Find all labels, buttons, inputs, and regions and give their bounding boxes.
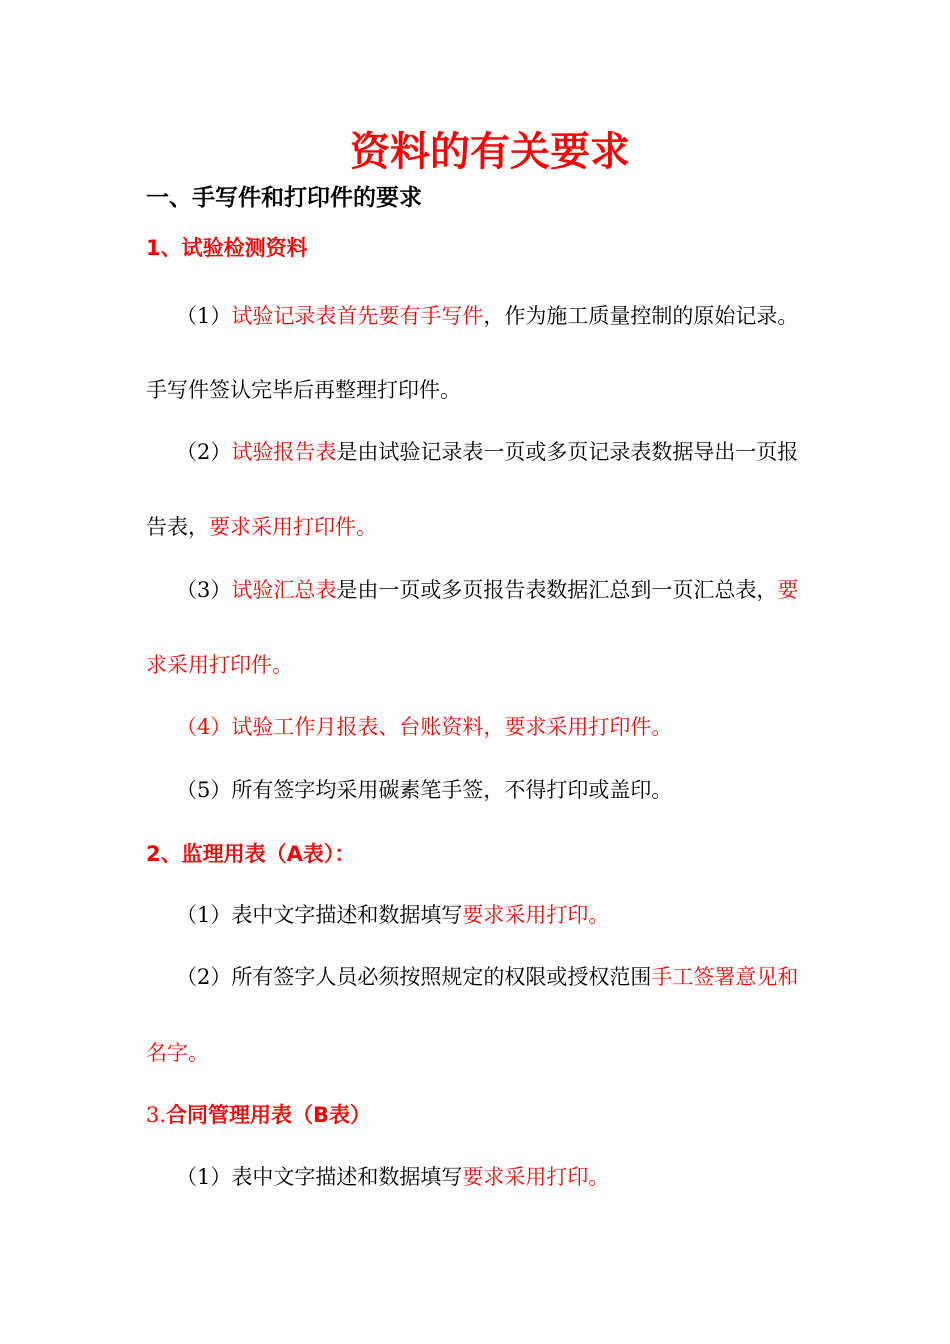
highlight-text: 试验报告表: [231, 440, 337, 464]
body-text: 告表，: [146, 515, 209, 539]
paragraph-2-2: [176, 967, 798, 988]
paragraph-1-4: （4）试验工作月报表、台账资料，要求采用打印件。: [176, 715, 673, 739]
page-title: 资料的有关要求: [350, 129, 630, 175]
highlight-text: 要求采用打印件。: [209, 515, 377, 539]
paragraph-1-2: [176, 442, 798, 463]
paragraph-1-3-cont: 求采用打印件。: [146, 653, 293, 677]
highlight-text: 要求采用打印。: [462, 903, 610, 927]
paragraph-1-1-cont: 手写件签认完毕后再整理打印件。: [146, 378, 461, 402]
body-text: 是由试验记录表一页或多页记录表数据导出一页报: [336, 440, 799, 464]
paragraph-1-1: [176, 306, 798, 327]
body-text: 是由一页或多页报告表数据汇总到一页汇总表，: [336, 578, 778, 602]
heading-number: 3.: [146, 1103, 167, 1127]
subsection-heading-3: [146, 1105, 371, 1126]
item-number: （3）: [176, 578, 232, 602]
paragraph-1-3: [176, 580, 798, 601]
highlight-text: 试验汇总表: [231, 578, 337, 602]
body-text: （2）所有签字人员必须按照规定的权限或授权范围: [176, 965, 652, 989]
paragraph-2-2-cont: 名字。: [146, 1041, 209, 1065]
paragraph-1-2-cont: [146, 517, 377, 538]
item-number: （2）: [176, 440, 232, 464]
body-text: （1）表中文字描述和数据填写: [176, 903, 463, 927]
heading-text: 合同管理用表（B表）: [166, 1103, 372, 1127]
body-text: （1）表中文字描述和数据填写: [176, 1165, 463, 1189]
highlight-text: 要: [777, 578, 799, 602]
section-heading-1: 一、手写件和打印件的要求: [146, 185, 422, 211]
paragraph-2-1: [176, 905, 609, 926]
highlight-text: 试验记录表首先要有手写件: [231, 304, 484, 328]
body-text: ，作为施工质量控制的原始记录。: [483, 304, 799, 328]
item-number: （1）: [176, 304, 232, 328]
paragraph-3-1: [176, 1167, 609, 1188]
subsection-heading-1: 1、试验检测资料: [146, 236, 308, 260]
highlight-text: 手工签署意见和: [651, 965, 799, 989]
paragraph-1-5: （5）所有签字均采用碳素笔手签，不得打印或盖印。: [176, 778, 673, 802]
subsection-heading-2: 2、监理用表（A表）：: [146, 842, 356, 866]
highlight-text: 要求采用打印。: [462, 1165, 610, 1189]
